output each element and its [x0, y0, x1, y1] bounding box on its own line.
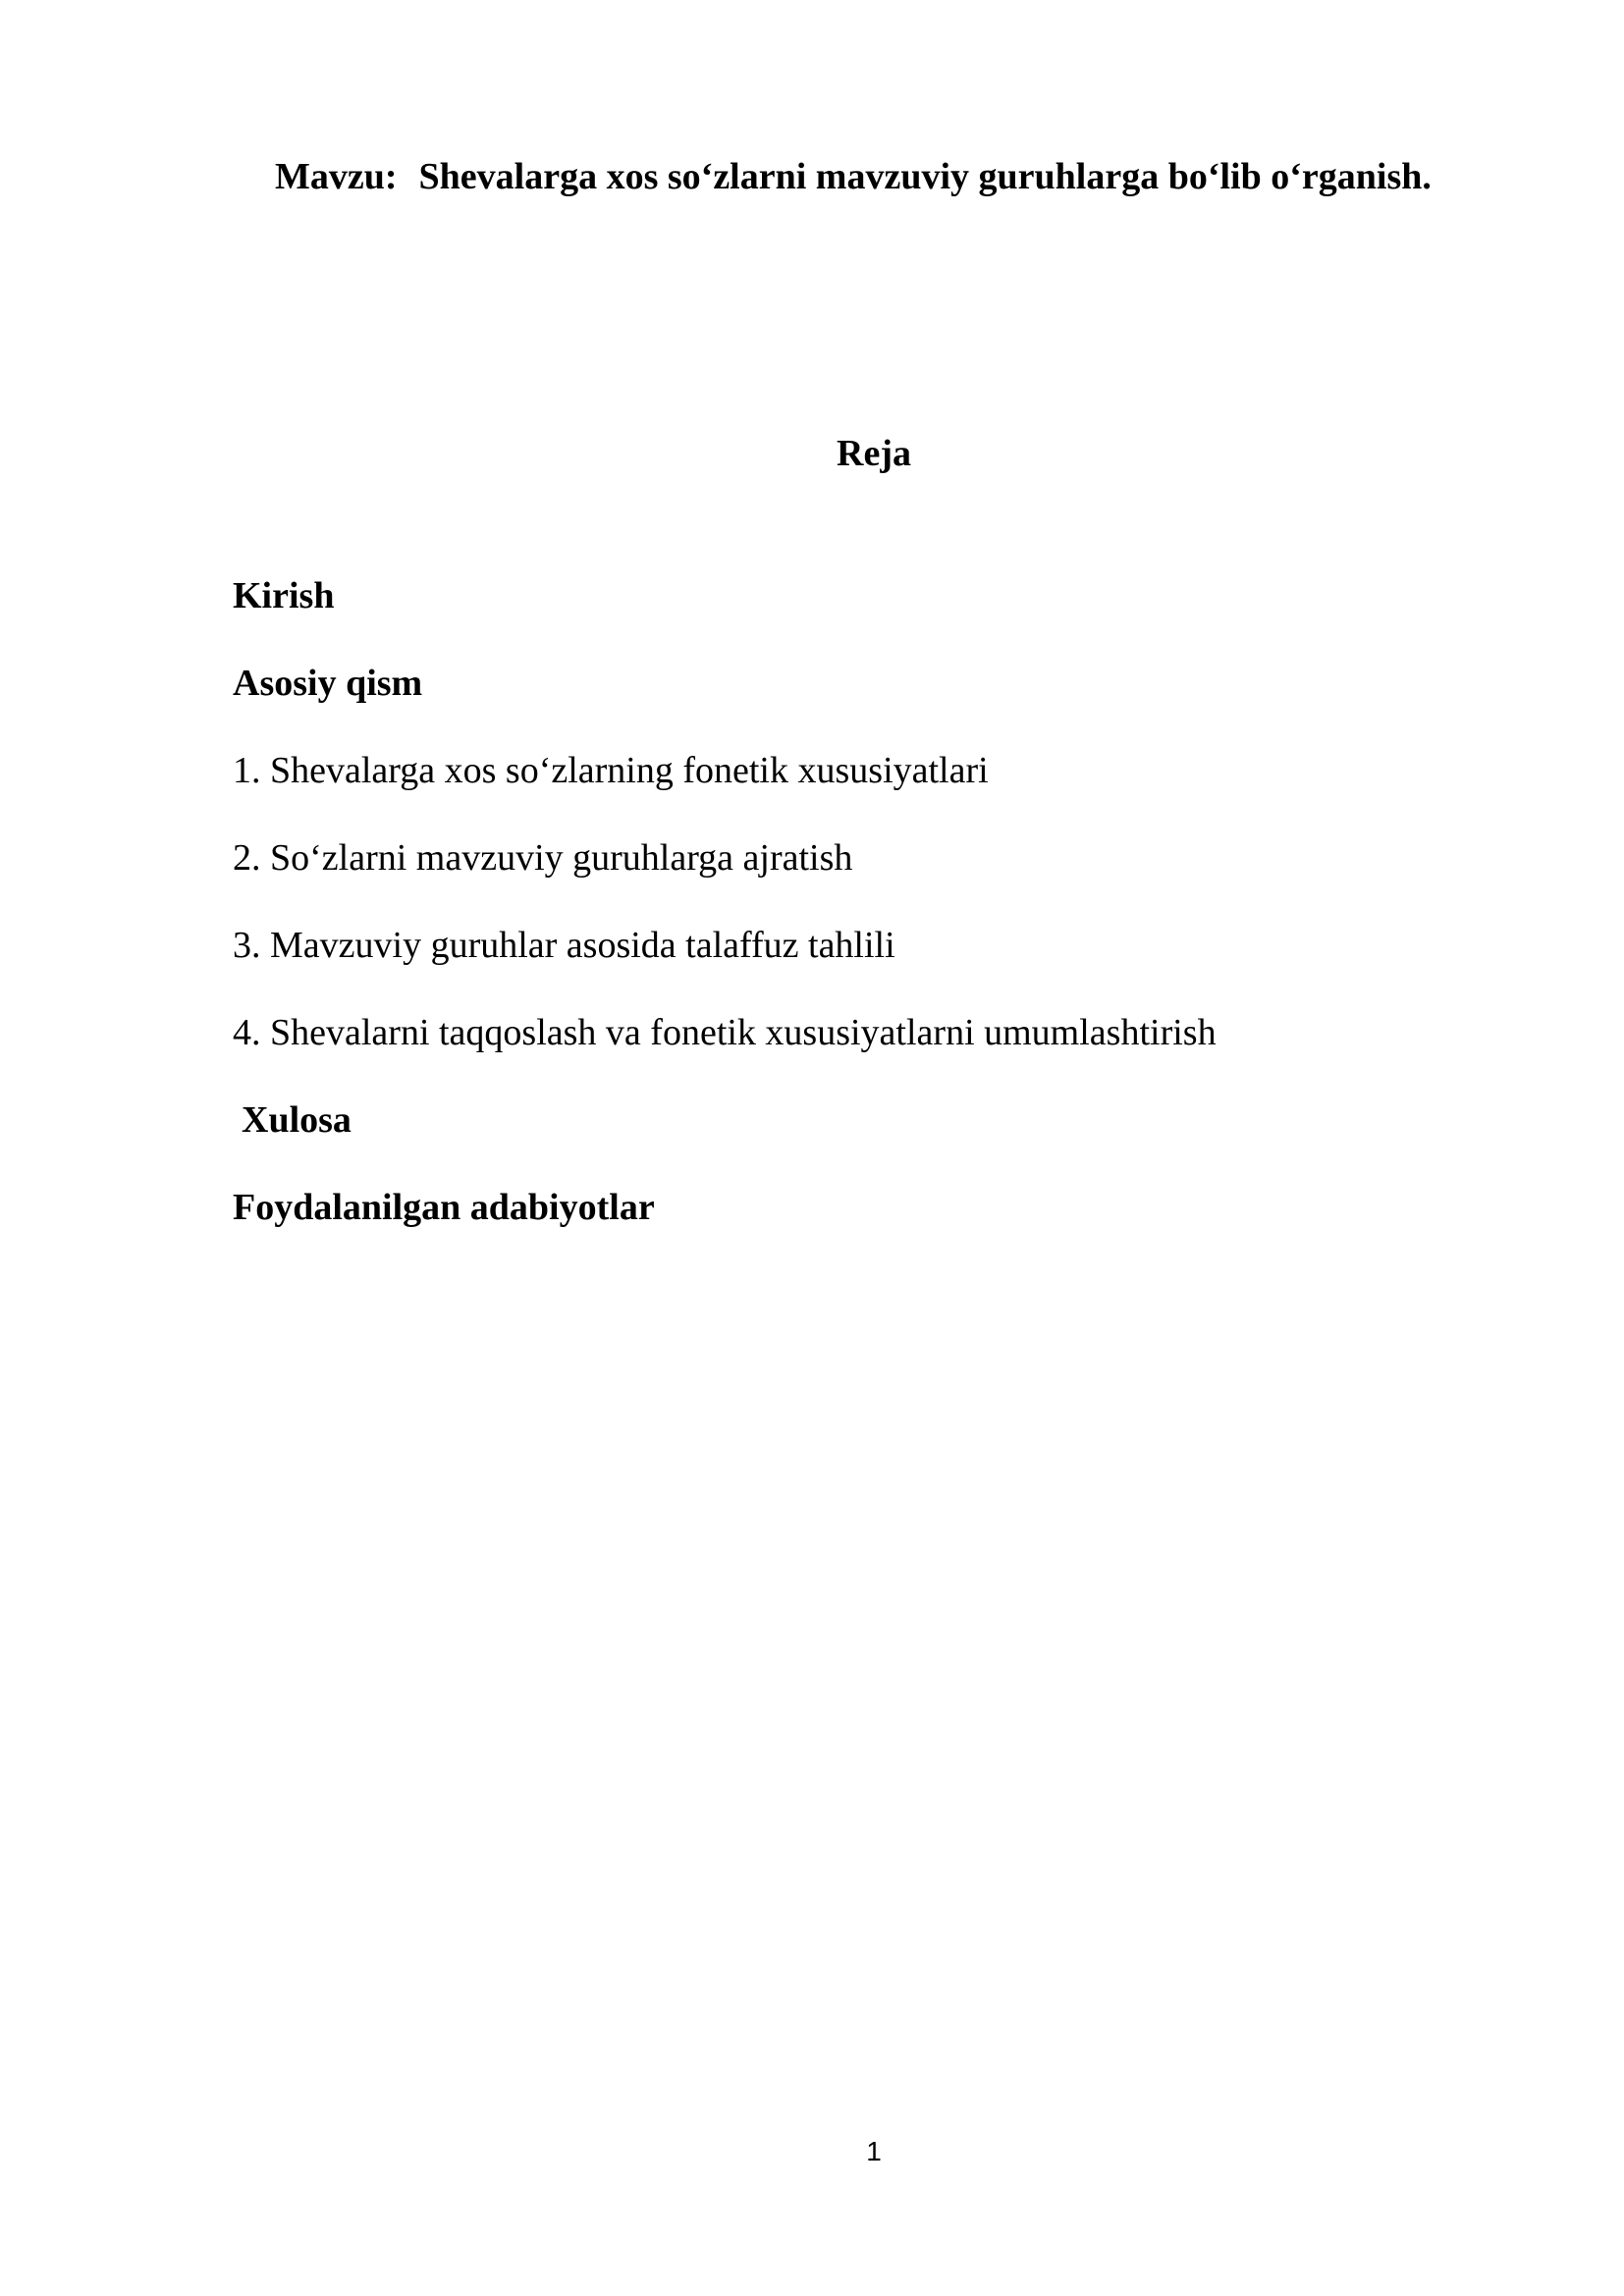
page-number: 1 [866, 2136, 882, 2166]
plan-intro: Kirish [233, 575, 335, 616]
plan-item-2: 2. So‘zlarni mavzuviy guruhlarga ajratish [233, 837, 853, 879]
plan-references: Foydalanilgan adabiyotlar [233, 1187, 655, 1228]
plan-item-4: 4. Shevalarni taqqoslash va fonetik xususiyatlarni umumlashtirish [233, 1012, 1217, 1053]
title-label: Mavzu: [275, 156, 398, 197]
plan-item-3: 3. Mavzuviy guruhlar asosida talaffuz tahlili [233, 925, 895, 966]
document-title [275, 155, 1432, 198]
title-text: Shevalarga xos so‘zlarni mavzuviy guruhlarga bo‘lib o‘rganish. [418, 156, 1432, 197]
plan-main-part: Asosiy qism [233, 663, 423, 704]
plan-conclusion: Xulosa [242, 1099, 352, 1141]
plan-heading: Reja [837, 433, 911, 474]
plan-item-1: 1. Shevalarga xos so‘zlarning fonetik xususiyatlari [233, 750, 989, 791]
